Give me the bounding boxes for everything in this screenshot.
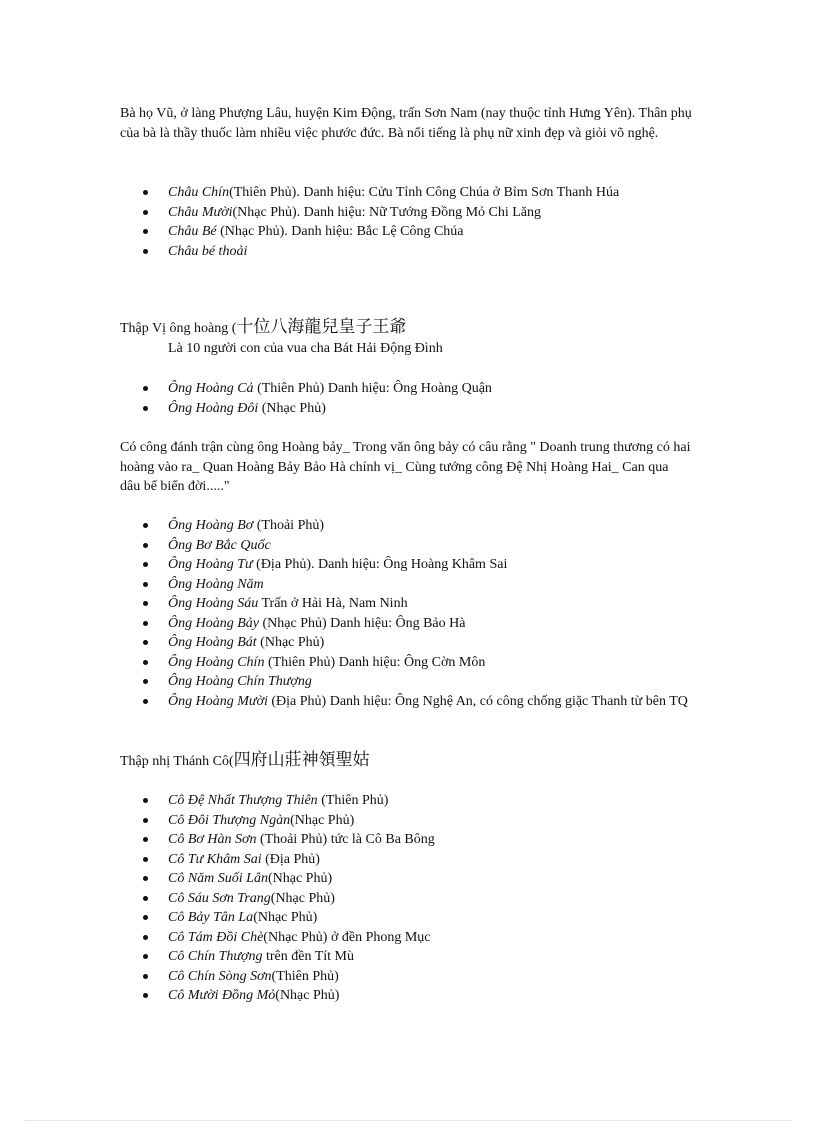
list-item [120,594,692,614]
item-title: Cô Mười Đồng Mỏ [168,988,276,1003]
chau-list [120,183,692,261]
item-title: Châu Chín [168,185,230,200]
list-item [120,869,692,889]
ong-hoang-list-b [120,516,692,711]
item-title: Ông Hoàng Chín [168,654,265,670]
list-item [120,653,692,673]
item-detail: (Nhạc Phủ) [290,812,355,828]
section-ong-hoang [120,318,692,358]
item-title: Ông Hoàng Bơ [168,518,254,533]
item-detail: (Nhạc Phủ) [253,910,318,925]
list-item [120,811,692,831]
intro-paragraph: Bà họ Vũ, ở làng Phượng Lâu, huyện Kim Động, trấn Sơn Nam (nay thuộc tỉnh Hưng Yên). Thân phụ của bà là thầy thuốc làm nhiều việc phước đức. Bà nổi tiếng là phụ nữ xinh đẹp và giỏi võ nghệ. [120,106,692,141]
item-title: Châu Mười [168,204,233,220]
item-title: Ông Hoàng Bát [168,635,257,650]
item-detail: (Thiên Phủ) Danh hiệu: Ông Hoàng Quận [253,381,492,396]
heading-text: Thập Vị ông hoàng ( [120,321,237,336]
item-title: Ông Hoàng Đôi [168,400,259,416]
item-title: Cô Sáu Sơn Trang [168,890,271,906]
heading-han-text: 十位八海龍兒皇子王爺 [236,317,407,337]
item-detail: (Thiên Phủ) [317,793,389,808]
list-item [120,889,692,909]
list-item [120,692,692,712]
item-title: Châu bé thoải [168,243,248,259]
list-item [120,986,692,1006]
item-title: Cô Tư Khâm Sai [168,851,262,867]
list-item [120,575,692,595]
item-title: Cô Bơ Hàn Sơn [168,832,257,847]
item-title: Cô Đôi Thượng Ngàn [168,812,291,828]
item-detail: (Thiên Phủ) [271,968,339,984]
item-detail: (Thoải Phủ) [253,518,325,533]
item-detail: (Địa Phủ) Danh hiệu: Ông Nghệ An, có công chống giặc Thanh từ bên TQ [267,693,688,709]
thanh-co-list [120,791,692,1006]
item-detail: (Thoải Phủ) tức là Cô Ba Bông [256,832,435,847]
item-detail: (Địa Phủ). Danh hiệu: Ông Hoàng Khâm Sai [252,557,508,572]
item-detail: Trấn ở Hải Hà, Nam Ninh [258,596,408,611]
item-title: Ông Hoàng Chín Thượng [168,674,312,689]
list-item [120,633,692,653]
item-title: Châu Bé [168,224,217,239]
item-title: Ông Hoàng Tư [168,557,253,572]
list-item [120,967,692,987]
ong-hoang-list-a [120,379,692,418]
section-subheading: Là 10 người con của vua cha Bát Hải Động Đình [168,340,443,356]
item-title: Cô Bảy Tân La [168,910,254,925]
heading-text: Thập nhị Thánh Cô( [120,754,234,769]
item-detail: (Nhạc Phủ) [256,635,325,650]
item-detail: (Nhạc Phủ) [270,890,335,906]
body-paragraph: Có công đánh trận cùng ông Hoàng bảy_ Trong văn ông bảy có câu rằng " Doanh trung thương có hai hoàng vào ra_ Quan Hoàng Bảy Bảo Hà chính vị_ Cùng tướng công Đệ Nhị Hoàng Hai_ Can qua dâu bể biển đời....." [120,440,691,494]
item-title: Cô Năm Suối Lân [168,871,268,886]
item-detail: (Nhạc Phủ). Danh hiệu: Nữ Tướng Đồng Mỏ Chi Lăng [232,204,542,220]
list-item [120,222,692,242]
heading-han-text: 四府山莊神領聖姑 [233,750,370,770]
item-title: Cô Tám Đồi Chè [168,929,264,945]
list-item [120,536,692,556]
item-detail: (Nhạc Phủ) ở đền Phong Mục [263,929,431,945]
section-heading [120,318,692,339]
list-item [120,830,692,850]
list-item [120,908,692,928]
item-title: Ông Bơ Bắc Quốc [168,537,271,553]
item-title: Ông Hoàng Cả [168,381,254,396]
list-item [120,203,692,223]
item-detail: (Địa Phủ) [261,851,320,867]
list-item [120,516,692,536]
item-detail: (Nhạc Phủ). Danh hiệu: Bắc Lệ Công Chúa [216,224,464,239]
item-detail: (Nhạc Phủ) [258,400,326,416]
list-item [120,947,692,967]
list-item [120,614,692,634]
item-title: Ông Hoàng Mười [168,693,268,709]
section-thanh-co-heading [120,751,692,772]
item-detail: (Thiên Phủ). Danh hiệu: Cửu Tỉnh Công Chúa ở Bỉm Sơn Thanh Húa [229,185,620,200]
list-item [120,672,692,692]
list-item [120,791,692,811]
item-detail: (Nhạc Phủ) [275,988,340,1003]
item-title: Ông Hoàng Bảy [168,615,259,631]
list-item [120,555,692,575]
list-item [120,399,692,419]
list-item [120,242,692,262]
item-title: Cô Chín Thượng [168,949,263,964]
list-item [120,928,692,948]
list-item [120,850,692,870]
item-title: Ông Hoàng Năm [168,576,264,592]
item-detail: trên đền Tít Mù [262,949,354,964]
item-title: Cô Đệ Nhất Thượng Thiên [168,793,318,808]
item-detail: (Nhạc Phủ) Danh hiệu: Ông Bảo Hà [259,615,466,631]
item-title: Cô Chín Sòng Sơn [168,968,272,984]
item-detail: (Nhạc Phủ) [267,871,333,886]
list-item [120,183,692,203]
page-bottom-divider [24,1120,792,1121]
item-detail: (Thiên Phủ) Danh hiệu: Ông Cờn Môn [264,654,486,670]
list-item [120,379,692,399]
item-title: Ông Hoàng Sáu [168,596,259,611]
